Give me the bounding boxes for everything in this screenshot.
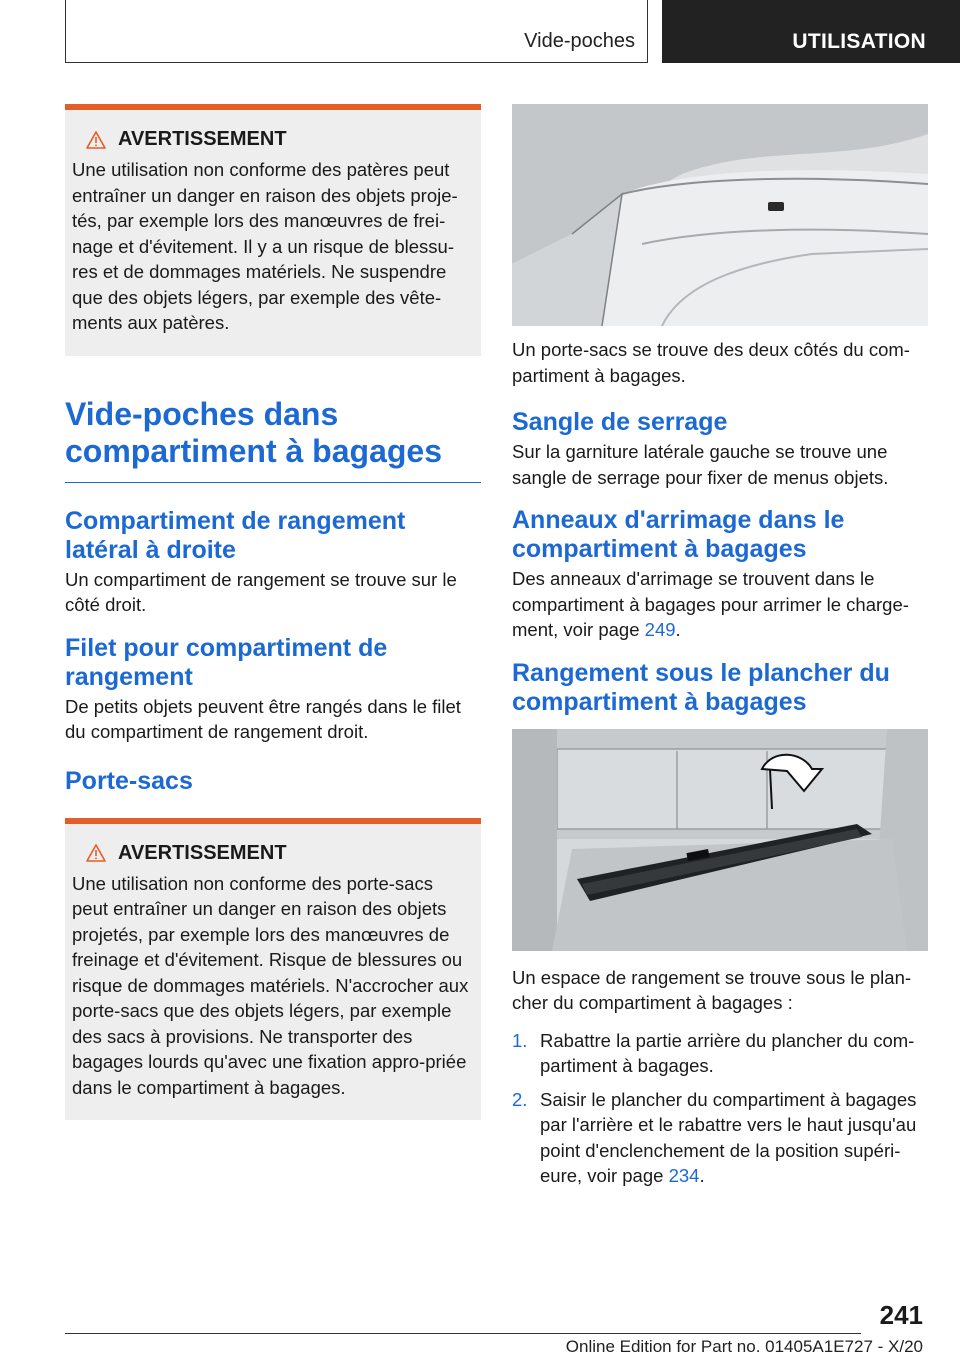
- page-number: 241: [879, 1300, 923, 1330]
- text-strap: Sur la garniture latérale gauche se trouve une sangle de serrage pour fixer de menus objets.: [512, 441, 889, 488]
- header-section-tab: [65, 0, 648, 63]
- page-link-249[interactable]: 249: [644, 619, 676, 640]
- warning-text: Une utilisation non conforme des patères peut entraîner un danger en raison des objets proje-tés, par exemple lors des manœuvres de frei-nage et d'évitement. Il y a un risque de blessu-res et de dommages matériels. Ne suspendre que des objets légers, par exemple des vête-ments aux patères.: [72, 159, 458, 333]
- step-number: 1.: [512, 1029, 528, 1051]
- page-link-234[interactable]: 234: [668, 1165, 700, 1186]
- right-column: [512, 104, 928, 1197]
- figure-under-floor-storage: [512, 729, 928, 951]
- heading-strap: Sangle de serrage: [512, 408, 728, 436]
- text-net: De petits objets peuvent être rangés dans le filet du compartiment de rangement droit.: [65, 695, 461, 742]
- step-text: Saisir le plancher du compartiment à bagages par l'arrière et le rabattre vers le haut jusqu'au point d'enclenchement de la position supéri-eure, voir page: [540, 1088, 917, 1186]
- step-number: 2.: [512, 1088, 528, 1110]
- text-end: .: [699, 1165, 705, 1186]
- footer-divider: [65, 1333, 861, 1334]
- heading-bag-hooks: Porte-sacs: [65, 766, 193, 795]
- heading-lashing-eyes: Anneaux d'arrimage dans le compartiment à bagages: [512, 506, 845, 563]
- heading-under-floor: Rangement sous le plancher du compartiment à bagages: [512, 658, 890, 716]
- footer-edition: Online Edition for Part no. 01405A1E727 - X/20: [565, 1337, 923, 1356]
- left-column: [65, 104, 481, 1120]
- header-section-title: Vide-poches: [524, 30, 635, 52]
- heading-net: Filet pour compartiment de rangement: [65, 633, 388, 691]
- trunk-floor-illustration: [512, 729, 928, 951]
- list-item: [512, 1028, 928, 1079]
- steps-list: [512, 1028, 928, 1189]
- warning-title: [86, 128, 473, 151]
- text-end: .: [675, 619, 681, 640]
- trunk-side-illustration: [512, 104, 928, 326]
- figure-trunk-bag-hook: [512, 104, 928, 326]
- warning-triangle-icon: [86, 131, 106, 149]
- text-side-compartment: Un compartiment de rangement se trouve sur le côté droit.: [65, 568, 457, 615]
- warning-box-hooks: [65, 104, 481, 356]
- header-chapter-title: UTILISATION: [792, 30, 926, 53]
- header-chapter-tab: [662, 0, 960, 63]
- warning-text: Une utilisation non conforme des porte-sacs peut entraîner un danger en raison des objets projetés, par exemple lors des manœuvres de freinage et d'évitement. Risque de blessures ou risque de dommages matériels. N'accrocher aux porte-sacs que des objets légers, par exemple des sacs à provisions. Ne transporter des bagages lourds qu'avec une fixation appro-priée dans le compartiment à bagages.: [72, 872, 469, 1098]
- warning-title-text: AVERTISSEMENT: [118, 128, 287, 150]
- caption-bag-hooks: Un porte-sacs se trouve des deux côtés du com-partiment à bagages.: [512, 339, 910, 386]
- text-lashing-eyes-body: Des anneaux d'arrimage se trouvent dans le compartiment à bagages pour arrimer le charge-ment, voir page: [512, 568, 909, 640]
- heading-side-compartment: Compartiment de rangement latéral à droite: [65, 506, 406, 564]
- warning-triangle-icon: [86, 844, 106, 862]
- text-lashing-eyes: [512, 566, 928, 643]
- warning-title: [86, 842, 473, 865]
- main-heading: Vide-poches dans compartiment à bagages: [65, 396, 481, 483]
- warning-box-bag-hooks: [65, 818, 481, 1121]
- step-text-container: [540, 1087, 928, 1189]
- step-text: Rabattre la partie arrière du plancher du com-partiment à bagages.: [540, 1029, 915, 1076]
- list-item: [512, 1087, 928, 1189]
- caption-under-floor: Un espace de rangement se trouve sous le plan-cher du compartiment à bagages :: [512, 966, 912, 1013]
- warning-title-text: AVERTISSEMENT: [118, 841, 287, 864]
